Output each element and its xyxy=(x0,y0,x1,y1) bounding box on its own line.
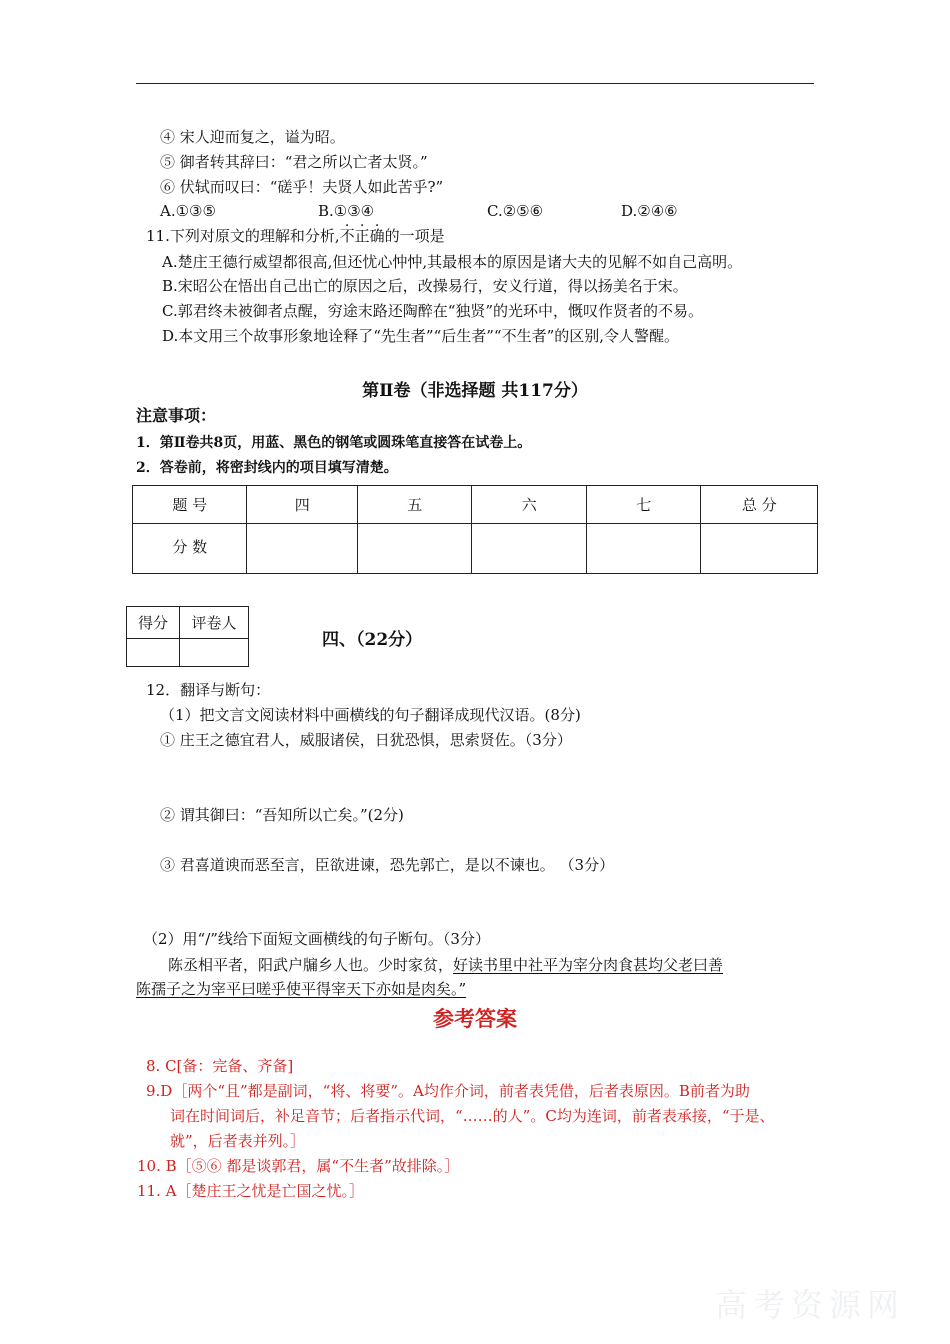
grader-name-label: 评卷人 xyxy=(180,607,249,639)
score-row-label: 分 数 xyxy=(133,524,247,574)
option-4: ④ 宋人迎而复之，谥为昭。 xyxy=(160,128,345,146)
q10-choice-b: B.①③④ xyxy=(318,202,375,220)
grader-box xyxy=(126,606,249,667)
grader-score-cell[interactable] xyxy=(127,639,180,667)
q10-choice-d: D.②④⑥ xyxy=(621,202,678,220)
q10-choice-a: A.①③⑤ xyxy=(160,202,216,220)
watermark: 高考资源网 xyxy=(714,1286,905,1324)
option-6: ⑥ 伏轼而叹曰：“磋乎！夫贤人如此苦乎?” xyxy=(160,178,444,196)
q11-choice-a: A.楚庄王德行威望都很高,但还忧心忡忡,其最根本的原因是诸大夫的见解不如自己高明。 xyxy=(162,253,743,271)
q12-item2: ② 谓其御曰：“吾知所以亡矣。”(2分) xyxy=(160,806,404,824)
notes-item-1: 1．第Ⅱ卷共8页，用蓝、黑色的钢笔或圆珠笔直接答在试卷上。 xyxy=(136,435,532,451)
notes-heading: 注意事项： xyxy=(136,406,217,425)
score-header-cell: 七 xyxy=(586,486,700,524)
q12-sub2: （2）用“/”线给下面短文画横线的句子断句。（3分） xyxy=(143,930,490,948)
answer-9-line1: 9.D［两个“且”都是副词，“将、将要”。A均作介词，前者表凭借，后者表原因。B前者为助 xyxy=(146,1082,750,1100)
score-cell[interactable] xyxy=(472,524,586,574)
q11-stem: 11.下列对原文的理解和分析,不正确的一项是 xyxy=(146,227,445,245)
section2-title: 第Ⅱ卷（非选择题 共117分） xyxy=(362,381,588,401)
q12-item1: ① 庄王之德宜君人，威服诸侯，日犹恐惧，思索贤佐。（3分） xyxy=(160,731,572,749)
q12-passage-line2: 陈孺子之为宰平曰嗟乎使平得宰天下亦如是肉矣。” xyxy=(136,980,467,998)
answer-8: 8. C[备：完备、齐备] xyxy=(146,1057,294,1075)
grader-score-label: 得分 xyxy=(127,607,180,639)
q11-choice-d: D.本文用三个故事形象地诠释了“先生者”“后生者”“不生者”的区别,令人警醒。 xyxy=(162,327,680,345)
q11-choice-b: B.宋昭公在悟出自己出亡的原因之后，改操易行，安义行道，得以扬美名于宋。 xyxy=(162,277,688,295)
score-cell[interactable] xyxy=(358,524,472,574)
score-header-cell: 总 分 xyxy=(701,486,818,524)
answer-9-line2: 词在时间词后，补足音节；后者指示代词，“……的人”。C均为连词，前者表承接，“于是、 xyxy=(170,1107,775,1125)
score-cell[interactable] xyxy=(586,524,700,574)
score-cell[interactable] xyxy=(701,524,818,574)
answer-10: 10. B［⑤⑥ 都是谈郭君，属“不生者”故排除。］ xyxy=(137,1157,460,1175)
answer-9-line3: 就”，后者表并列。］ xyxy=(170,1132,306,1150)
option-5: ⑤ 御者转其辞曰：“君之所以亡者太贤。” xyxy=(160,153,428,171)
q10-choice-c: C.②⑤⑥ xyxy=(487,202,544,220)
q12-passage-line1: 陈丞相平者，阳武户牖乡人也。少时家贫，好读书里中社平为宰分肉食甚均父老曰善 xyxy=(168,956,724,974)
score-header-cell: 四 xyxy=(247,486,358,524)
q11-choice-c: C.郭君终未被御者点醒，穷途末路还陶醉在“独贤”的光环中，慨叹作贤者的不易。 xyxy=(162,302,704,320)
score-header-cell: 五 xyxy=(358,486,472,524)
answers-title: 参考答案 xyxy=(433,1006,517,1031)
q12-sub1: （1）把文言文阅读材料中画横线的句子翻译成现代汉语。(8分) xyxy=(160,706,581,724)
q12-title: 12．翻译与断句： xyxy=(146,681,271,699)
notes-item-2: 2．答卷前，将密封线内的项目填写清楚。 xyxy=(136,460,398,476)
answer-11: 11. A［楚庄王之忧是亡国之忧。］ xyxy=(137,1182,364,1200)
header-rule xyxy=(136,83,814,84)
q12-item3: ③ 君喜道谀而恶至言，臣欲进谏，恐先郭亡，是以不谏也。 （3分） xyxy=(160,856,615,874)
part4-title: 四、（22分） xyxy=(322,630,423,650)
score-header-cell: 六 xyxy=(472,486,586,524)
grader-name-cell[interactable] xyxy=(180,639,249,667)
score-cell[interactable] xyxy=(247,524,358,574)
score-table xyxy=(132,485,818,574)
score-header-cell: 题 号 xyxy=(133,486,247,524)
